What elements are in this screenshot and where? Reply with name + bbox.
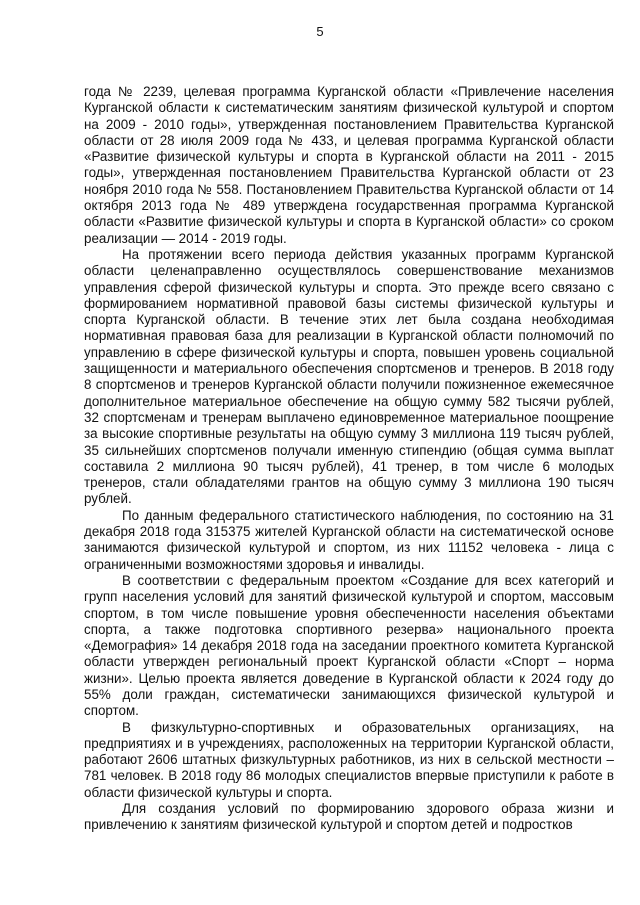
paragraph-4: В соответствии с федеральным проектом «Создание для всех категорий и групп населения условий для занятий физической культурой и спортом, массовым спортом, в том числе повышение уровня обеспеченности населения объектами спорта, а также подготовка спортивного резерва» национального проекта «Демография» 14 декабря 2018 года на заседании проектного комитета Курганской области утвержден региональный проект Курганской области «Спорт – норма жизни». Целью проекта является доведение в Курганской области к 2024 году до 55% доли граждан, систематически занимающихся физической культурой и спортом. [84,572,614,719]
paragraph-1: года № 2239, целевая программа Курганской области «Привлечение населения Курганской области к систематическим занятиям физической культурой и спортом на 2009 - 2010 годы», утвержденная постановлением Правительства Курганской области от 28 июля 2009 года № 433, и целевая программа Курганской области «Развитие физической культуры и спорта в Курганской области на 2011 - 2015 годы», утвержденная постановлением Правительства Курганской области от 23 ноября 2010 года № 558. Постановлением Правительства Курганской области от 14 октября 2013 года № 489 утверждена государственная программа Курганской области «Развитие физической культуры и спорта в Курганской области» со сроком реализации — 2014 - 2019 годы. [84,84,614,246]
document-body [84,84,614,834]
paragraph-5: В физкультурно-спортивных и образовательных организациях, на предприятиях и в учреждениях, расположенных на территории Курганской области, работают 2606 штатных физкультурных работников, из них в сельской местности – 781 человек. В 2018 году 86 молодых специалистов впервые приступили к работе в области физической культуры и спорта. [84,719,614,800]
page-number: 5 [316,24,324,39]
paragraph-3: По данным федерального статистического наблюдения, по состоянию на 31 декабря 2018 года 315375 жителей Курганской области на систематической основе занимаются физической культурой и спортом, из них 11152 человека - лица с ограниченными возможностями здоровья и инвалиды. [84,507,614,572]
paragraph-6: Для создания условий по формированию здорового образа жизни и привлечению к занятиям физической культурой и спортом детей и подростков [84,801,614,833]
paragraph-2: На протяжении всего периода действия указанных программ Курганской области целенаправленно осуществлялось совершенствование механизмов управления сферой физической культуры и спорта. Это прежде всего связано с формированием нормативной правовой базы системы физической культуры и спорта Курганской области. В течение этих лет была создана необходимая нормативная правовая база для реализации в Курганской области полномочий по управлению в сфере физической культуры и спорта, повышен уровень социальной защищенности и материального обеспечения спортсменов и тренеров. В 2018 году 8 спортсменов и тренеров Курганской области получили пожизненное ежемесячное дополнительное материальное обеспечение на общую сумму 582 тысячи рублей, 32 спортсменам и тренерам выплачено единовременное материальное поощрение за высокие спортивные результаты на общую сумму 3 миллиона 119 тысяч рублей, 35 сильнейших спортсменов получали именную стипендию (общая сумма выплат составила 2 миллиона 90 тысяч рублей), 41 тренер, в том числе 6 молодых тренеров, стали обладателями грантов на общую сумму 3 миллиона 190 тысяч рублей. [84,246,614,507]
